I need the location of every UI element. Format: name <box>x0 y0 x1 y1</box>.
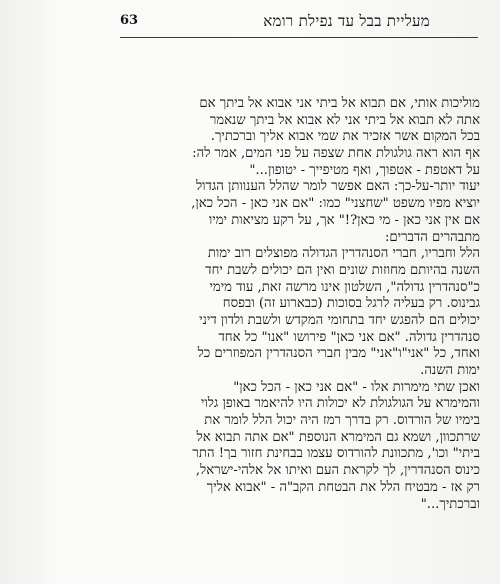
running-header <box>120 12 478 36</box>
text-line: ואחד, כל "אני"ו"אני" מבין חברי הסנהדרין המפוזרים כל <box>197 346 480 362</box>
body-text <box>112 96 480 513</box>
text-line: סנהדרין גדולה. "אם אני כאן" פירושו "אנו" כל אחד <box>218 329 480 345</box>
text-line: אתה לא תבוא אל ביתי אני לא אבוא אל ביתך שנאמר <box>209 112 480 128</box>
text-line: בכל המקום אשר אזכיר את שמי אבוא אליך וברכתיך. <box>210 129 480 145</box>
text-line: בימיו של הורדוס. רק בדרך רמז היה יכול הלל לומר את <box>204 413 480 429</box>
text-line: ביתי" וכו', מתכוונת להורדוס עצמו בבחינת חזור בך! התר <box>192 446 480 462</box>
text-line: כ"סנהדרין גדולה", השלטון אינו מרשה זאת, עוד מימי <box>209 279 480 295</box>
text-line: שרתכוון, ושמא גם המימרא הנוספת "אם אתה תבוא אל <box>196 429 480 445</box>
text-line: יעוד יותר-על-כך: האם אפשר לומר שהלל הענוותן הגדול <box>195 179 480 195</box>
text-line: יכולים הם להפגש יחד בתחומי המקדש ולשבת ולדון דיני <box>199 312 480 328</box>
text-line: גבינוס. רק בעליה לרגל בסוכות (כבארוע זה) ובפסח <box>222 296 480 312</box>
text-line: אף הוא ראה גולגולת אחת שצפה על פני המים, אמר לה: <box>192 146 480 162</box>
text-line: על דאטפת - אטפוך, ואף מטיפייך - יטופון..." <box>249 162 480 178</box>
text-line: הלל וחבריו, חברי הסנהדרין הגדולה מפוצלים רוב ימות <box>207 246 480 262</box>
header-rule <box>120 37 478 38</box>
text-line: מוליכות אותי, אם תבוא אל ביתי אני אבוא אל ביתך אם <box>199 96 480 111</box>
text-line: השנה בהיותם מחוזות שונים ואין הם יכולים לשבת יחד <box>205 262 480 278</box>
text-line: כינוס הסנהדרין, לך לקראת העם ואיתו אל אלהי-ישראל, <box>195 463 480 479</box>
text-line: מתבהרים הדברים: <box>384 229 480 245</box>
text-line: אם אין אני כאן - מי כאן?!" אך, על רקע מציאות ימיו <box>208 212 480 228</box>
text-line: ואכן שתי מימרות אלו - "אם אני כאן - הכל כאן" <box>233 379 480 395</box>
text-line: יוציא מפיו משפט "שחצני" כמו: "אם אני כאן - הכל כאן, <box>191 196 480 212</box>
running-title: מעליית בבל עד נפילת רומא <box>263 12 430 30</box>
text-line: והמימרא על הגולגולת לא יכולות היו להיאמר באופן גלוי <box>200 396 480 412</box>
text-line: ימות השנה. <box>420 363 480 378</box>
page-number: 63 <box>120 13 139 28</box>
text-line: רק אז - מבטיח הלל את הבטחת הקב"ה - "אבוא אליך <box>206 479 480 495</box>
text-line: וברכתיך..." <box>420 496 480 512</box>
